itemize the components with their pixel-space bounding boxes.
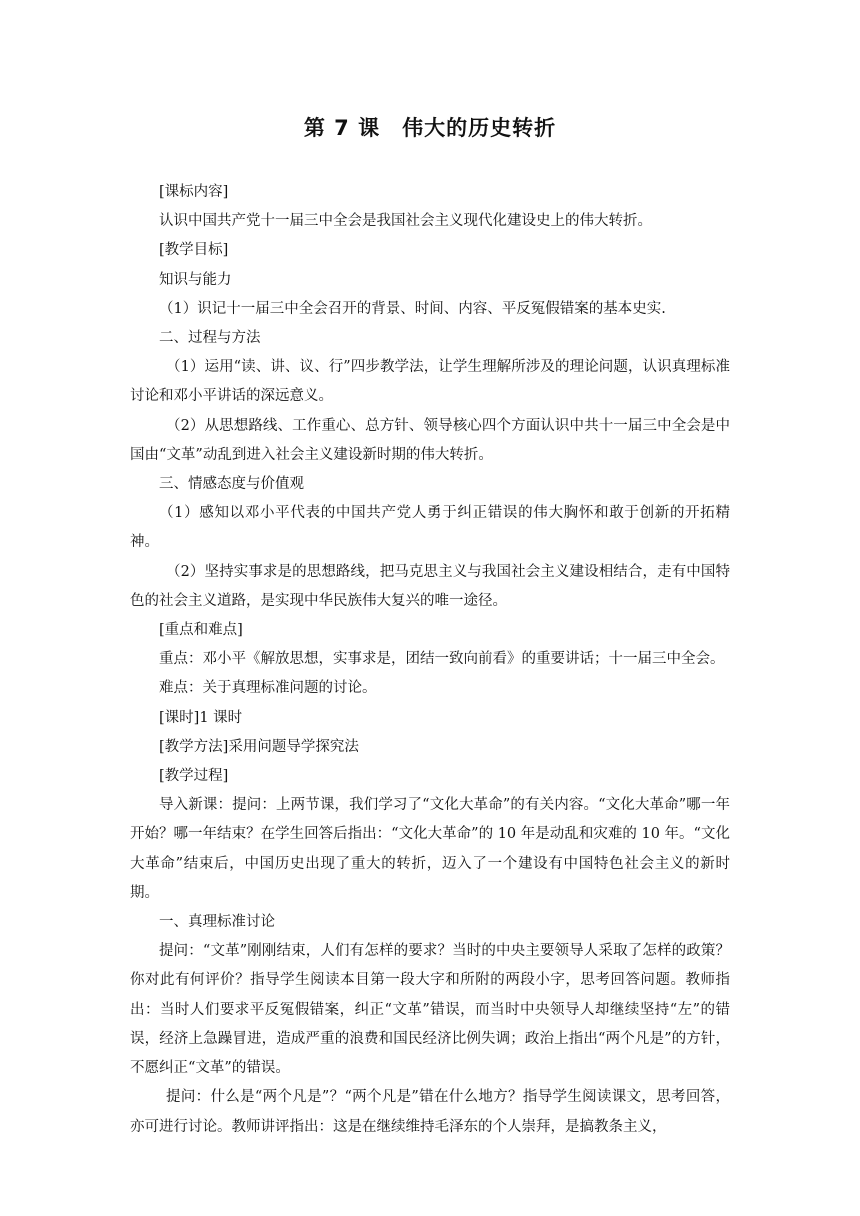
subheading: 知识与能力 [159, 271, 232, 288]
page-title: 第 7 课 伟大的历史转折 [303, 116, 557, 140]
section-label-process: [教学过程] [159, 768, 229, 785]
section-label-key-points: [重点和难点] [159, 622, 243, 639]
document-body [130, 178, 730, 1142]
list-item: （1）运用“读、讲、议、行”四步教学法，让学生理解所涉及的理论问题，认识真理标准讨论和邓小平讲话的深远意义。 [130, 359, 730, 405]
list-item: （1）感知以邓小平代表的中国共产党人勇于纠正错误的伟大胸怀和敢于创新的开拓精神。 [130, 505, 730, 551]
subheading: 三、情感态度与价值观 [159, 476, 304, 493]
section-label-objectives: [教学目标] [159, 242, 229, 259]
list-item: （2）坚持实事求是的思想路线，把马克思主义与我国社会主义建设相结合，走有中国特色的社会主义道路，是实现中华民族伟大复兴的唯一途径。 [130, 563, 730, 609]
paragraph: 难点：关于真理标准问题的讨论。 [159, 680, 377, 697]
paragraph: 提问：什么是“两个凡是”？“两个凡是”错在什么地方？指导学生阅读课文，思考回答，亦可进行讨论。教师讲评指出：这是在继续维持毛泽东的个人崇拜，是搞教条主义， [130, 1089, 730, 1135]
subheading: 一、真理标准讨论 [159, 914, 275, 931]
paragraph: 认识中国共产党十一届三中全会是我国社会主义现代化建设史上的伟大转折。 [159, 213, 652, 230]
list-item: （1）识记十一届三中全会召开的背景、时间、内容、平反冤假错案的基本史实. [159, 300, 666, 317]
paragraph: 导入新课：提问：上两节课，我们学习了“文化大革命”的有关内容。“文化大革命”哪一年开始？哪一年结束？在学生回答后指出：“文化大革命”的 10 年是动乱和灾难的 10 年。“文化大革命”结束后，中国历史出现了重大的转折，迈入了一个建设有中国特色社会主义的新时期。 [130, 797, 730, 901]
list-item: （2）从思想路线、工作重心、总方针、领导核心四个方面认识中共十一届三中全会是中国由“文革”动乱到进入社会主义建设新时期的伟大转折。 [130, 417, 730, 463]
subheading: 二、过程与方法 [159, 330, 261, 347]
section-label-method: [教学方法]采用问题导学探究法 [159, 738, 359, 755]
section-label-curriculum: [课标内容] [159, 184, 229, 200]
paragraph: 重点：邓小平《解放思想，实事求是，团结一致向前看》的重要讲话；十一届三中全会。 [159, 651, 725, 668]
paragraph: 提问：“文革”刚刚结束，人们有怎样的要求？当时的中央主要领导人采取了怎样的政策？你对此有何评价？指导学生阅读本目第一段大字和所附的两段小字，思考回答问题。教师指出：当时人们要求平反冤假错案，纠正“文革”错误，而当时中央领导人却继续坚持“左”的错误，经济上急躁冒进，造成严重的浪费和国民经济比例失调；政治上指出“两个凡是”的方针，不愿纠正“文革”的错误。 [130, 943, 730, 1077]
section-label-hours: [课时]1 课时 [159, 709, 243, 726]
